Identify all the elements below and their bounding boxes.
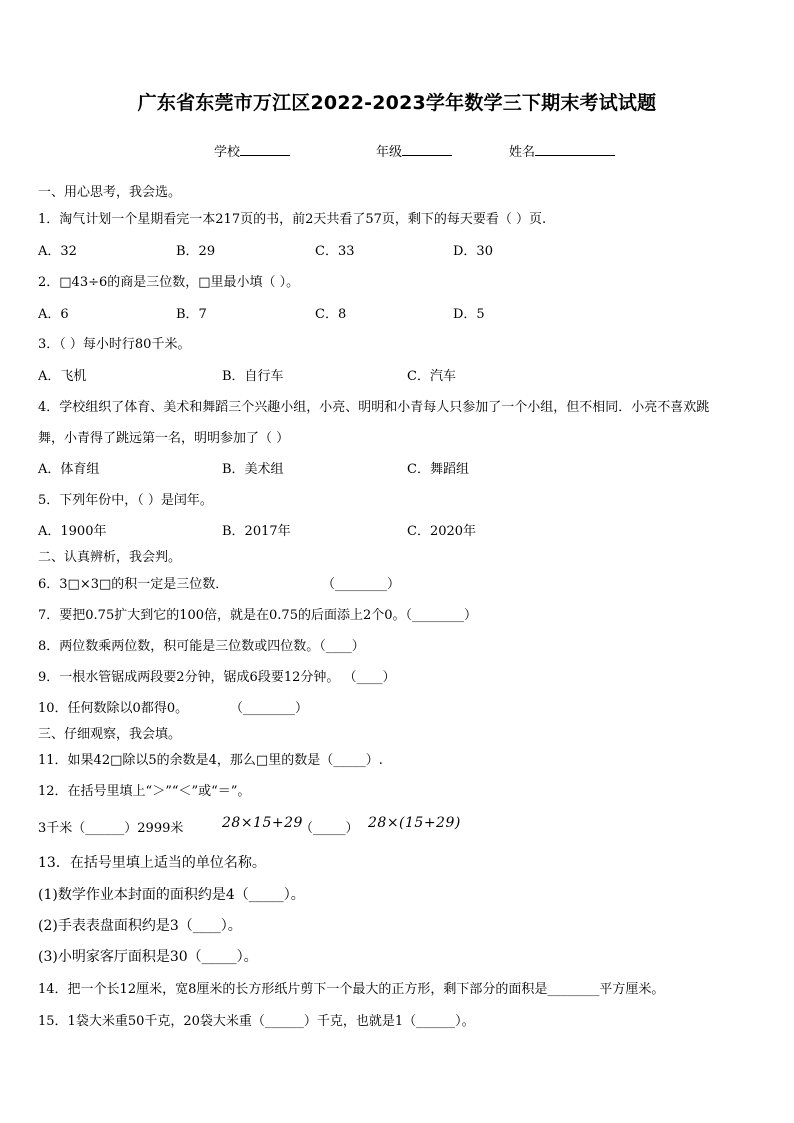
q5-option-c[interactable]: C．2020年 xyxy=(407,524,477,539)
grade-label: 年级 xyxy=(376,145,403,160)
question-10: 10．任何数除以0都得0。 xyxy=(38,701,189,716)
q4-option-b[interactable]: B．美术组 xyxy=(222,462,284,477)
question-1: 1．淘气计划一个星期看完一本217页的书，前2天共看了57页，剩下的每天要看（ ）页. xyxy=(38,212,547,227)
q13-item-1: (1)数学作业本封面的面积约是4（_____）。 xyxy=(38,887,305,903)
q12-expression-2: 28×(15+29) xyxy=(368,815,461,831)
question-7: 7．要把0.75扩大到它的100倍，就是在0.75的后面添上2个0。（________） xyxy=(38,608,478,623)
page-title: 广东省东莞市万江区2022-2023学年数学三下期末考试试题 xyxy=(137,92,657,114)
question-11: 11．如果42□除以5的余数是4，那么□里的数是（_____）. xyxy=(38,753,383,768)
q2-option-d[interactable]: D．5 xyxy=(453,307,485,322)
question-15: 15．1袋大米重50千克，20袋大米重（______）千克，也就是1（______）。 xyxy=(38,1014,475,1029)
q12-answer-blank[interactable]: （_____） xyxy=(300,821,359,836)
question-9: 9．一根水管锯成两段要2分钟，锯成6段要12分钟。 （____） xyxy=(38,670,396,685)
q2-option-c[interactable]: C．8 xyxy=(315,307,347,322)
question-14: 14．把一个长12厘米，宽8厘米的长方形纸片剪下一个最大的正方形，剩下部分的面积是________平方厘米。 xyxy=(38,982,665,997)
school-field xyxy=(214,141,290,160)
question-6: 6．3□×3□的积一定是三位数． xyxy=(38,577,229,592)
q4-option-c[interactable]: C．舞蹈组 xyxy=(407,462,469,477)
q2-option-b[interactable]: B．7 xyxy=(176,307,207,322)
q13-item-3: (3)小明家客厅面积是30（_____）。 xyxy=(38,949,258,965)
grade-field xyxy=(376,141,452,160)
question-4-line-2: 舞，小青得了跳远第一名，明明参加了（ ） xyxy=(38,431,290,446)
q3-option-c[interactable]: C．汽车 xyxy=(407,369,456,384)
q3-option-b[interactable]: B．自行车 xyxy=(222,369,284,384)
q4-option-a[interactable]: A．体育组 xyxy=(38,462,100,477)
name-field xyxy=(509,141,615,160)
section-heading-3: 三、仔细观察，我会填。 xyxy=(38,727,182,742)
q10-answer-blank[interactable]: （________） xyxy=(230,701,309,716)
q5-option-b[interactable]: B．2017年 xyxy=(222,524,291,539)
q3-option-a[interactable]: A．飞机 xyxy=(38,369,87,384)
q12-item-length: 3千米（______）2999米 xyxy=(38,821,184,836)
question-4-line-1: 4．学校组织了体育、美术和舞蹈三个兴趣小组，小亮、明明和小青每人只参加了一个小组，但不相同．小亮不喜欢跳 xyxy=(38,400,710,415)
q6-answer-blank[interactable]: （________） xyxy=(322,577,401,592)
question-3: 3．（ ）每小时行80千米。 xyxy=(38,337,191,352)
question-8: 8．两位数乘两位数，积可能是三位数或四位数。（____） xyxy=(38,639,365,654)
name-blank[interactable] xyxy=(535,143,615,156)
grade-blank[interactable] xyxy=(402,143,452,156)
school-blank[interactable] xyxy=(240,143,290,156)
school-label: 学校 xyxy=(214,145,241,160)
q2-option-a[interactable]: A．6 xyxy=(38,307,69,322)
q5-option-a[interactable]: A．1900年 xyxy=(38,524,107,539)
q1-option-c[interactable]: C．33 xyxy=(315,244,355,259)
q1-option-d[interactable]: D．30 xyxy=(453,244,493,259)
question-5: 5．下列年份中，（ ）是闰年。 xyxy=(38,493,213,508)
section-heading-2: 二、认真辨析，我会判。 xyxy=(38,550,182,565)
q1-option-b[interactable]: B．29 xyxy=(176,244,216,259)
name-label: 姓名 xyxy=(509,145,536,160)
q12-expression-1: 28×15+29 xyxy=(222,815,303,831)
question-13: 13．在括号里填上适当的单位名称。 xyxy=(38,855,266,871)
question-2: 2．□43÷6的商是三位数，□里最小填（ ）。 xyxy=(38,275,300,290)
question-12: 12．在括号里填上“＞”“＜”或“＝”。 xyxy=(38,784,251,799)
section-heading-1: 一、用心思考，我会选。 xyxy=(38,185,182,200)
q1-option-a[interactable]: A．32 xyxy=(38,244,77,259)
q13-item-2: (2)手表表盘面积约是3（____）。 xyxy=(38,918,242,934)
